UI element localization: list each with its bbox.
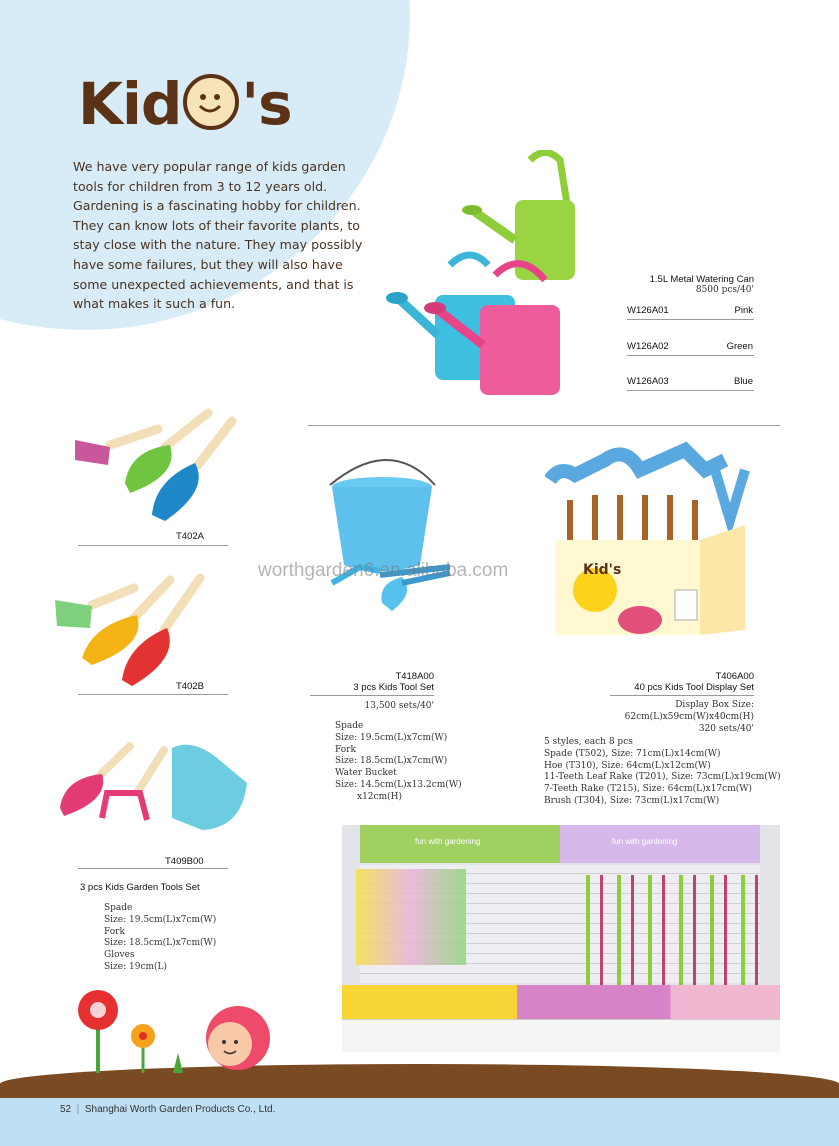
flowers-decoration — [68, 988, 308, 1078]
spec-line: Spade (T502), Size: 71cm(L)x14cm(W) — [544, 748, 721, 759]
t418a00-title: 3 pcs Kids Tool Set — [353, 682, 434, 693]
divider — [627, 355, 754, 356]
watering-cans-image — [380, 150, 610, 400]
divider — [610, 695, 754, 696]
divider — [310, 695, 434, 696]
bottom-bins — [342, 985, 780, 1019]
spec-line: 11-Teeth Leaf Rake (T201), Size: 73cm(L)x19cm(W) — [544, 772, 781, 783]
company-name: Shanghai Worth Garden Products Co., Ltd. — [84, 1104, 276, 1115]
watermark: worthgarden6.en.alibaba.com — [258, 560, 509, 581]
t402a-tools-image — [70, 405, 240, 525]
divider — [78, 868, 228, 869]
spec-line: Fork — [104, 926, 125, 937]
stand-banner-right — [560, 825, 760, 863]
section-divider — [308, 425, 780, 426]
t409b00-specs — [104, 903, 216, 974]
spec-line: Water Bucket — [335, 768, 397, 779]
spec-line: Size: 19cm(L) — [104, 961, 168, 972]
divider — [627, 390, 754, 391]
variant-color: Blue — [733, 376, 753, 387]
smiley-face-icon — [183, 74, 239, 130]
spec-line: Size: 14.5cm(L)x13.2cm(W) — [335, 779, 462, 790]
banner-text: fun with gardening — [612, 837, 678, 846]
spec-line: Gloves — [104, 950, 135, 961]
intro-paragraph: We have very popular range of kids garden tools for children from 3 to 12 years old. Gardening is a fascinating hobby for children. They can know lots of their favorite plants, to stay close with the nature. They may possibly have some failures, but they will also have some unexpected achievements, and that is what makes it such a fun. — [73, 159, 363, 312]
t418a00-capacity: 13,500 sets/40' — [364, 701, 434, 711]
t418a00-bucket-set-image — [320, 455, 470, 635]
display-stand-image — [342, 825, 780, 1051]
variant-row — [627, 341, 753, 352]
spec-line: 5 styles, each 8 pcs — [544, 737, 633, 747]
product-packs — [356, 869, 466, 965]
variant-row — [627, 305, 753, 316]
spec-line: Spade — [104, 903, 133, 913]
footer: 52 | Shanghai Worth Garden Products Co., Ltd. — [60, 1104, 276, 1115]
divider — [627, 319, 754, 320]
spec-line: Hoe (T310), Size: 64cm(L)x12cm(W) — [544, 760, 711, 771]
spec-line: 7-Teeth Rake (T215), Size: 64cm(L)x17cm(W) — [544, 784, 752, 795]
stand-banner-left — [360, 825, 560, 863]
spec-line: Size: 18.5cm(L)x7cm(W) — [335, 756, 448, 767]
page-number: 52 — [60, 1104, 72, 1115]
variant-color: Pink — [734, 305, 753, 316]
logo-text-right: s — [258, 70, 292, 138]
spec-line: Size: 18.5cm(L)x7cm(W) — [104, 938, 217, 949]
t406a00-code: T406A00 — [715, 671, 754, 682]
kids-logo: Kid 's — [78, 70, 292, 138]
spec-line: Fork — [335, 744, 356, 755]
t402a-code: T402A — [176, 531, 204, 542]
spec-line: Brush (T304), Size: 73cm(L)x17cm(W) — [544, 795, 720, 806]
divider — [78, 694, 228, 695]
t409b00-code: T409B00 — [165, 856, 204, 867]
spec-line: Size: 19.5cm(L)x7cm(W) — [104, 914, 217, 925]
spec-line: Spade — [335, 721, 364, 731]
t406a00-title: 40 pcs Kids Tool Display Set — [634, 682, 754, 693]
box-logo: Kid's — [583, 562, 622, 578]
t402b-tools-image — [52, 570, 212, 690]
spec-line: Size: 19.5cm(L)x7cm(W) — [335, 732, 448, 743]
banner-text: fun with gardening — [415, 837, 481, 846]
spec-line: x12cm(H) — [357, 791, 402, 802]
t402b-code: T402B — [176, 681, 204, 692]
variant-row — [627, 376, 753, 387]
t406a00-box-info — [600, 700, 754, 735]
divider — [78, 545, 228, 546]
variant-code: W126A02 — [627, 341, 669, 352]
variant-color: Green — [726, 341, 753, 352]
logo-text-left: Kid — [78, 70, 182, 138]
t406a00-specs — [544, 737, 781, 808]
variant-code: W126A03 — [627, 376, 669, 387]
long-tools — [572, 875, 762, 985]
variant-code: W126A01 — [627, 305, 669, 316]
box-label: Display Box Size: — [675, 700, 754, 710]
box-capacity: 320 sets/40' — [698, 723, 754, 734]
stand-base — [342, 1019, 780, 1052]
t409b00-tools-image — [52, 738, 252, 838]
watering-can-capacity: 8500 pcs/40' — [695, 285, 754, 295]
box-size: 62cm(L)x59cm(W)x40cm(H) — [624, 711, 754, 722]
t418a00-specs — [335, 721, 462, 804]
t409b00-title: 3 pcs Kids Garden Tools Set — [80, 882, 200, 893]
t418a00-code: T418A00 — [395, 671, 434, 682]
watering-can-title: 1.5L Metal Watering Can — [649, 274, 754, 285]
t406a00-display-box-image — [545, 440, 755, 650]
